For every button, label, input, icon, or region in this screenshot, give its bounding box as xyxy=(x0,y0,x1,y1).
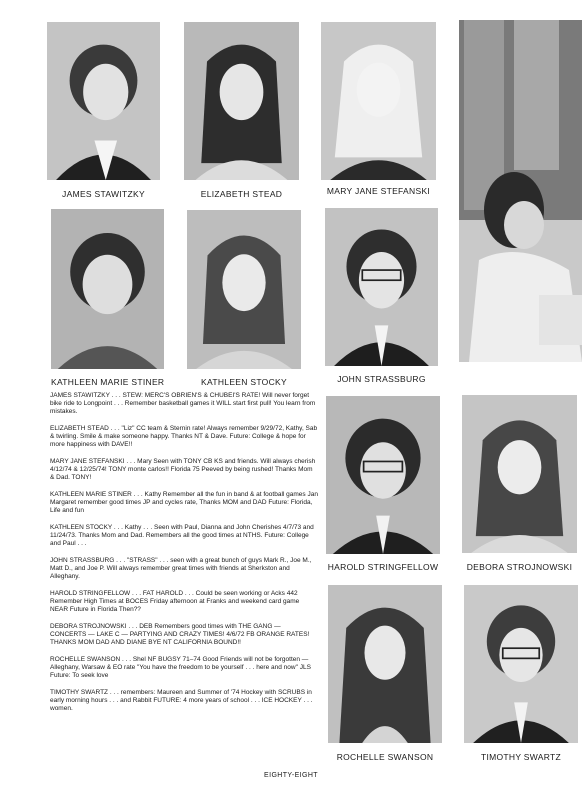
portrait-photo xyxy=(184,22,299,180)
bio-entry: HAROLD STRINGFELLOW . . . FAT HAROLD . . . Could be seen working or Acks 442 Remember High Times at BOCES Friday afternoon at Franks and weekend card game NEAR Future in Florida Then?? xyxy=(50,590,300,613)
portrait-photo xyxy=(187,210,301,369)
page-number: EIGHTY-EIGHT xyxy=(264,772,318,779)
portrait-photo xyxy=(325,208,438,366)
portrait-photo xyxy=(326,396,440,554)
student-name: DEBORA STROJNOWSKI xyxy=(466,562,573,572)
portrait-photo xyxy=(321,22,436,180)
portrait-photo xyxy=(328,585,442,743)
student-name: HAROLD STRINGFELLOW xyxy=(327,562,439,572)
bio-entry: JAMES STAWITZKY . . . STEW: MERC'S OBRIEN'S & CHUBEI'S RATE! Will never forget bike ride to Longpoint . . . Remember basketball games it WILL start first pull! You learn from mistakes. xyxy=(50,392,316,415)
bio-entry: ROCHELLE SWANSON . . . Shel NF BUGSY 71–74 Good Friends will not be forgotten — Alleghany, Warsaw & EO rate "You have the freedom to be yourself . . . here and now" JLS Future: To seek love xyxy=(50,656,311,679)
bio-entry: TIMOTHY SWARTZ . . . remembers: Maureen and Summer of '74 Hockey with SCRUBS in early morning hours . . . and Rabbit FUTURE: 4 more years of school . . . ICE HOCKEY . . . women. xyxy=(50,689,313,712)
student-name: TIMOTHY SWARTZ xyxy=(480,752,562,762)
student-name: ELIZABETH STEAD xyxy=(200,189,283,199)
student-name: KATHLEEN MARIE STINER xyxy=(51,377,165,387)
candid-photo xyxy=(459,20,582,362)
bio-entry: KATHLEEN STOCKY . . . Kathy . . . Seen with Paul, Dianna and John Cherishes 4/7/73 and 11/24/73. Thanks Mom and Dad. Remembers all the good times at NTHS. Future: College and Paul . . . xyxy=(50,524,314,547)
student-name: KATHLEEN STOCKY xyxy=(201,377,287,387)
portrait-photo xyxy=(464,585,578,743)
bio-entry: JOHN STRASSBURG . . . "STRASS" . . . seen with a great bunch of guys Mark R., Joe M., Matt D., and Joe P. Will always remember great times with friends at Sherkston and Alleghany. xyxy=(50,557,312,580)
portrait-photo xyxy=(47,22,160,180)
student-name: MARY JANE STEFANSKI xyxy=(326,186,431,196)
bio-entry: ELIZABETH STEAD . . . "Liz" CC team & Sternin rate! Always remember 9/29/72, Kathy, Sab & twirling. Smile & make someone happy. Thanks NT & Dave. Future: College & hope for more happiness with DAVE!! xyxy=(50,425,318,448)
student-name: JOHN STRASSBURG xyxy=(337,374,426,384)
bio-entry: KATHLEEN MARIE STINER . . . Kathy Remember all the fun in band & at football games Jan Margaret remember good times JP and cycles rate, Thanks MOM and DAD Future: Florida, Life and fun xyxy=(50,491,318,514)
bio-entry: MARY JANE STEFANSKI . . . Mary Seen with TONY CB KS and friends. Will always cherish 4/12/74 & 12/25/74! TONY monte carlos!! Florida 75 Peeved by being rushed! Thanks Mom & Dad. TONY! xyxy=(50,458,316,481)
bio-entry: DEBORA STROJNOWSKI . . . DEB Remembers good times with THE GANG — CONCERTS — LAKE C — PARTYING AND CRAZY TIMES! 4/6/72 FB ORANGE RATES! THANKS MOM DAD AND DIANE BYE NT CALIFORNIA BOUND!! xyxy=(50,623,310,646)
senior-bios xyxy=(50,392,318,722)
student-name: ROCHELLE SWANSON xyxy=(336,752,434,762)
portrait-photo xyxy=(51,209,164,369)
portrait-photo xyxy=(462,395,577,553)
student-name: JAMES STAWITZKY xyxy=(62,189,145,199)
